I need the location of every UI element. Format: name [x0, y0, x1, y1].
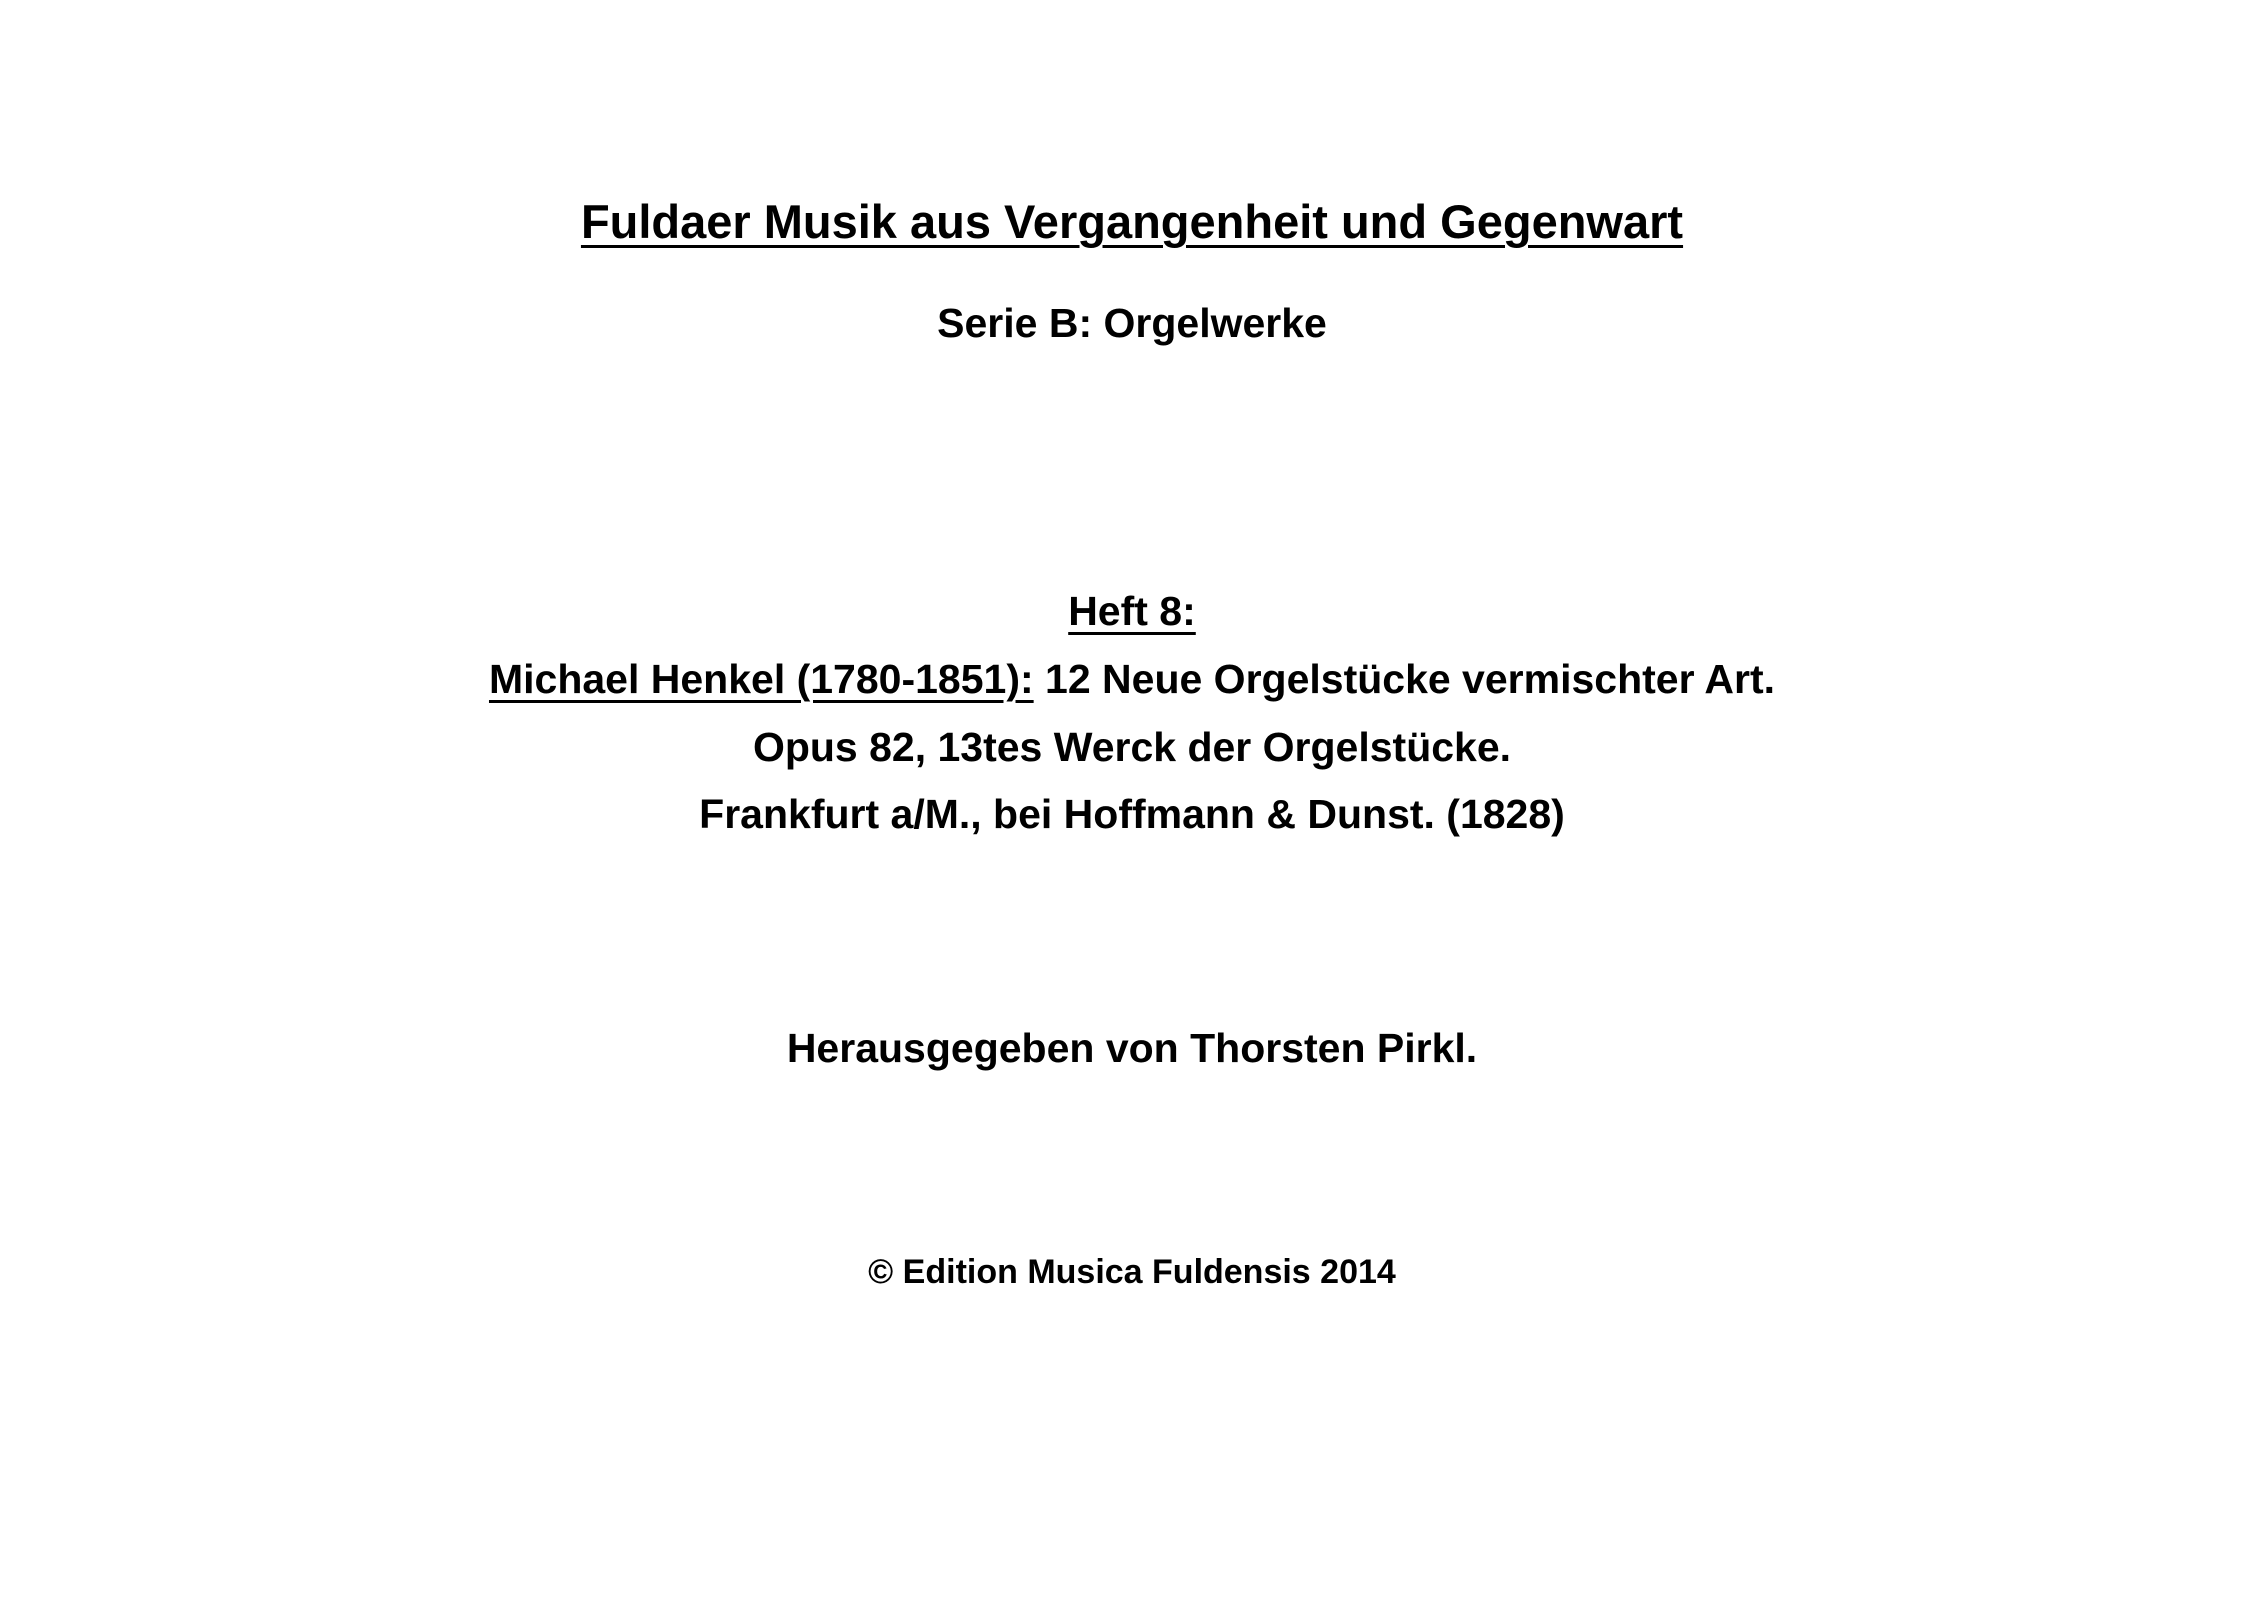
composer-name: Michael Henkel (1780-1851): — [488, 656, 1034, 702]
work-title: 12 Neue Orgelstücke vermischter Art. — [1033, 656, 1776, 702]
publisher-line: Frankfurt a/M., bei Hoffmann & Dunst. (1828) — [699, 791, 1565, 837]
copyright-line: © Edition Musica Fuldensis 2014 — [868, 1253, 1396, 1291]
heft-label — [0, 588, 2264, 634]
series-title — [0, 195, 2264, 248]
work-title-line — [0, 656, 2264, 702]
opus-line: Opus 82, 13tes Werck der Orgelstücke. — [752, 724, 1512, 770]
series-subtitle: Serie B: Orgelwerke — [937, 300, 1327, 346]
editor-line: Herausgegeben von Thorsten Pirkl. — [786, 1025, 1478, 1071]
series-title-text: Fuldaer Musik aus Vergangenheit und Gegenwart — [580, 195, 1684, 248]
heft-label-text: Heft 8: — [1068, 588, 1196, 634]
